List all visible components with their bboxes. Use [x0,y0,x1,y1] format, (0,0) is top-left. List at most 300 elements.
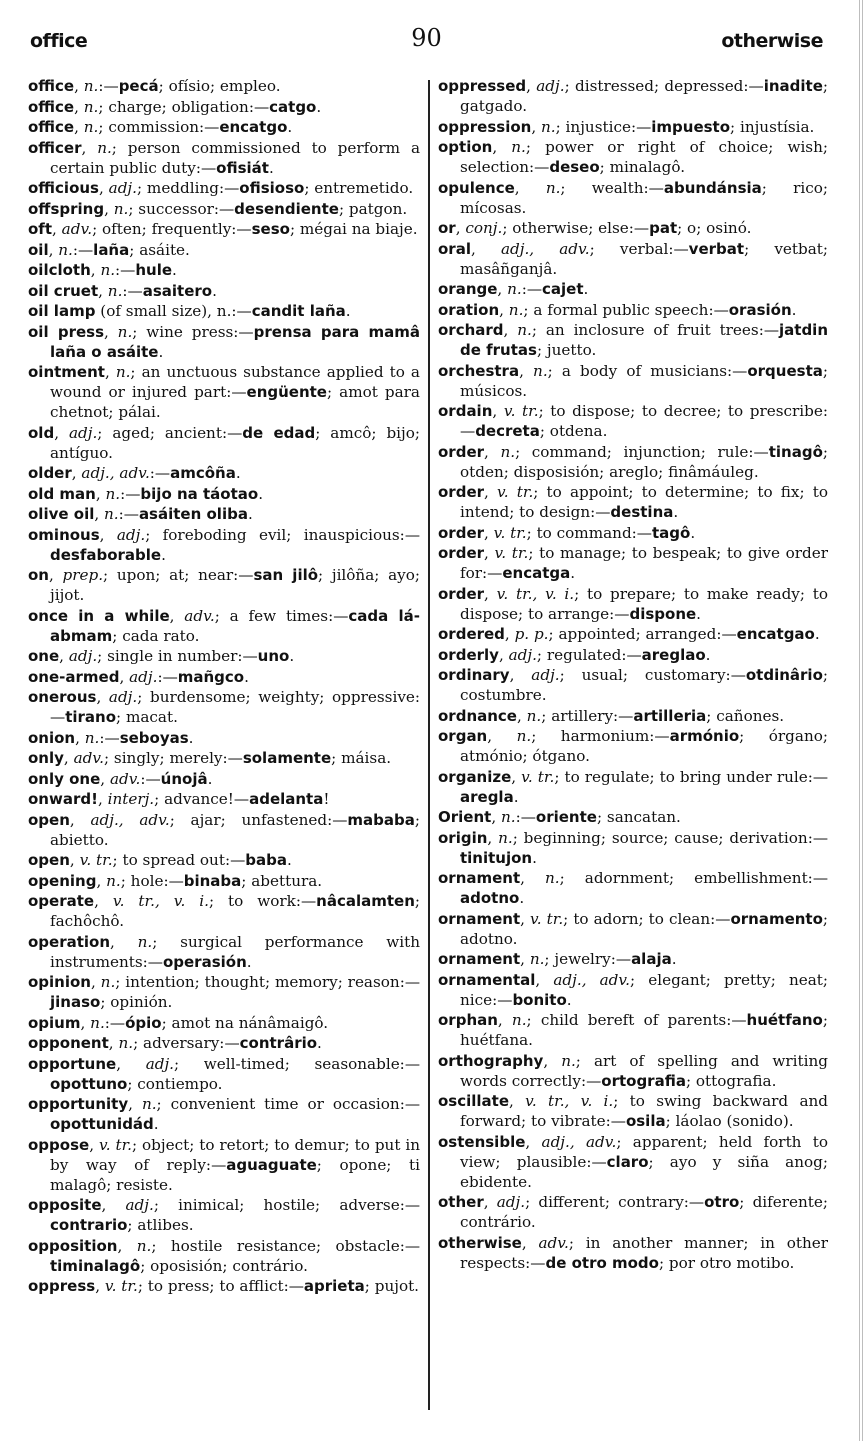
entry-translation: desfaborable [50,545,162,564]
dictionary-entry: opening, n.; hole:—binaba; abettura. [28,871,323,890]
entry-part-of-speech: adv. [73,749,104,767]
entry-translation: bijo na táotao [140,484,259,503]
entry-definition: wealth: [565,178,649,197]
entry-translation: pat [649,219,678,237]
entry-definition: command; injunction; rule: [520,442,754,461]
entry-translation: tirano [65,708,117,726]
entry-alternates: . [570,564,576,582]
entry-definition: to adorn; to clean: [568,909,716,928]
entry-headword: opponent [28,1034,109,1052]
entry-alternates: . [583,280,589,298]
entry-headword: oppose [28,1135,90,1154]
entry-headword: onerous [28,688,97,706]
entry-translation: ornamento [730,909,823,928]
entry-translation: cada lá-abmam [50,606,420,645]
entry-translation: baba [245,851,287,869]
entry-definition: meddling: [142,179,225,197]
entry-part-of-speech: adj. [531,666,560,684]
dictionary-entry: ostensible, adj., adv.; apparent; held forth to view; plausible:—claro; ayo y siña anog; ebidente. [438,1132,828,1191]
entry-headword: office [28,77,75,95]
entry-definition: harmonium: [536,727,655,745]
entry-headword: otherwise [438,1233,522,1252]
entry-definition: to prepare; to make ready; to dispose; to arrange: [460,584,828,623]
entry-part-of-speech: n. [545,869,560,887]
dictionary-entry: oppressed, adj.; distressed; depressed:—inadite; gatgado. [438,77,828,115]
entry-translation: contrârio [239,1034,318,1052]
dictionary-entry: opportunity, n.; convenient time or occasion:—opottunidád. [28,1095,420,1133]
entry-headword: or [438,219,456,237]
left-column [28,76,420,1419]
dictionary-entry: oscillate, v. tr., v. i.; to swing backward and forward; to vibrate:—osila; láolao (sonido). [438,1092,828,1130]
entry-part-of-speech: n. [113,199,129,218]
entry-part-of-speech: interj. [107,790,155,808]
entry-translation: seboyas [119,728,189,747]
entry-headword: old man [28,484,96,503]
entry-alternates: ; ofísio; empleo. [158,77,281,95]
entry-headword: one-armed [28,667,120,686]
entry-headword: opposite [28,1196,102,1214]
entry-headword: ordain [438,402,493,420]
entry-definition: to spread out: [117,851,231,869]
entry-alternates: ; abettura. [241,871,323,890]
dictionary-entry: oft, adv.; often; frequently:—seso; mégai na biaje. [28,220,418,238]
dictionary-entry: origin, n.; beginning; source; cause; derivation:—tinitujon. [438,828,828,867]
entry-alternates: ; adotno. [460,909,828,948]
dictionary-entry: ordain, v. tr.; to dispose; to decree; to prescribe:—decreta; otdena. [438,402,828,440]
entry-translation: únojâ [160,769,208,788]
entry-alternates: ; oposisión; contrário. [140,1256,308,1275]
entry-definition: advance! [159,790,234,808]
entry-part-of-speech: v. tr. [493,523,527,542]
entry-alternates: . [244,667,249,686]
entry-translation: abundánsia [663,178,762,197]
entry-headword: opportunity [28,1095,129,1113]
entry-alternates: . [207,769,213,788]
entry-part-of-speech: v. tr., v. i. [525,1092,614,1110]
entry-part-of-speech: adj. [145,1054,175,1073]
dictionary-entry: older, adj., adv.:—amcôña. [28,464,241,482]
entry-definition: to command: [531,523,637,542]
entry-alternates: ; diferente; contrário. [460,1193,828,1231]
dictionary-entry: officer, n.; person commissioned to perform a certain public duty:—ofisiát. [28,138,420,177]
entry-definition: intention; thought; memory; reason: [120,973,405,991]
dictionary-entry: operate, v. tr., v. i.; to work:—nâcalamten; fachôchô. [28,892,420,930]
entry-definition: aged; ancient: [102,423,228,442]
dictionary-entry: oil press, n.; wine press:—prensa para mamâ laña o asáite. [28,322,420,361]
entry-alternates: . [345,302,351,320]
entry-translation: mañgco [177,667,245,686]
entry-definition: object; to retort; to demur; to put in by way of reply: [50,1135,420,1174]
dictionary-entry: ominous, adj.; foreboding evil; inauspicious:—desfaborable. [28,525,420,564]
entry-definition: surgical performance with instruments: [50,932,420,971]
entry-part-of-speech: conj. [465,219,503,237]
dictionary-entry: oil lamp (of small size), n.:—candit laña. [28,302,351,320]
entry-headword: origin [438,828,488,847]
entry-alternates: . [814,625,820,643]
entry-definition: a few times: [219,606,334,625]
entry-definition: usual; customary: [564,666,731,684]
entry-translation: ópio [125,1013,162,1032]
entry-definition: elegant; pretty; neat; nice: [460,970,828,1009]
entry-headword: opportune [28,1054,117,1073]
dictionary-entry: orthography, n.; art of spelling and writing words correctly:—ortografia; ottografia. [438,1051,828,1090]
dictionary-entry: offspring, n.; successor:—desendiente; patgon. [28,199,408,218]
dictionary-entry: oppress, v. tr.; to press; to afflict:—aprieta; pujot. [28,1277,420,1295]
entry-translation: engüente [246,383,327,401]
entry-headword: oppress [28,1277,96,1295]
entry-headword: opinion [28,973,91,991]
entry-translation: inadite [763,77,823,95]
entry-translation: areglao [641,645,706,664]
dictionary-entry: ornament, n.; adornment; embellishment:—adotno. [438,869,828,907]
entry-part-of-speech: n. [516,727,532,745]
entry-alternates: ; injustísia. [730,117,815,136]
entry-headword: olive oil [28,505,95,523]
entry-translation: binaba [183,871,242,890]
entry-headword: order [438,584,485,603]
entry-alternates: ; abietto. [50,810,420,849]
entry-definition: often; frequently: [97,220,237,238]
entry-part-of-speech: n. [526,706,542,725]
entry-part-of-speech: n. [107,281,123,300]
entry-part-of-speech: v. tr. [79,851,113,869]
entry-definition: distressed; depressed: [569,77,749,95]
entry-headword: opening [28,871,97,890]
dictionary-entry: ordered, p. p.; appointed; arranged:—encatgao. [438,625,820,643]
entry-translation: tinitujon [460,848,533,867]
entry-headword: orange [438,280,498,298]
entry-headword: order [438,544,485,562]
entry-part-of-speech: adj., adv. [90,810,170,829]
entry-translation: aregla [460,787,514,806]
entry-part-of-speech: v. tr. [104,1277,138,1295]
entry-translation: adelanta [249,790,324,808]
dictionary-entry: oration, n.; a formal public speech:—orasión. [438,300,797,319]
entry-headword: onion [28,728,76,747]
entry-part-of-speech: adv. [109,769,141,788]
entry-alternates: . [317,1034,322,1052]
entry-definition: hostile resistance; obstacle: [156,1236,405,1255]
entry-part-of-speech: n. [561,1051,576,1070]
entry-alternates: . [519,889,525,907]
entry-part-of-speech: adj. [108,688,138,706]
entry-translation: nâcalamten [316,892,415,910]
entry-definition: to dispose; to decree; to prescribe: [543,402,828,420]
dictionary-entry: oppose, v. tr.; object; to retort; to demur; to put in by way of reply:—aguaguate; opone; ti malagô; resiste. [28,1135,420,1194]
entry-headword: order [438,523,485,542]
dictionary-entry: order, n.; command; injunction; rule:—tinagô; otden; disposisión; areglo; finâmáuleg. [438,442,828,481]
entry-translation: solamente [242,749,332,767]
entry-alternates: . [153,1115,159,1133]
dictionary-entry: only, adv.; singly; merely:—solamente; máisa. [28,749,392,767]
entry-alternates: . [246,952,252,971]
entry-alternates: . [247,505,253,523]
entry-alternates: ; sancatan. [596,808,681,826]
dictionary-entry: once in a while, adv.; a few times:—cada lá-abmam; cada rato. [28,606,420,645]
entry-translation: ofisioso [239,179,305,197]
entry-alternates: . [791,300,797,319]
entry-definition: commission: [103,118,205,136]
dictionary-entry: orange, n.:—cajet. [438,280,589,298]
entry-translation: de otro modo [545,1253,659,1272]
dictionary-entry: ordinary, adj.; usual; customary:—otdinârio; costumbre. [438,666,828,704]
entry-part-of-speech: n. [508,300,524,319]
entry-translation: encatgo [219,118,288,136]
dictionary-entry: oil, n.:—laña; asáite. [28,240,190,259]
entry-definition: beginning; source; cause; derivation: [517,828,813,847]
entry-definition: injustice: [560,117,637,136]
entry-translation: adotno [460,889,520,907]
entry-part-of-speech: prep. [62,566,104,584]
entry-definition: a formal public speech: [528,300,714,319]
header-right-guide-word: otherwise [721,30,823,52]
entry-translation: hule [135,261,173,279]
entry-alternates: ; jilôña; ayo; jijot. [50,566,420,604]
dictionary-entry: open, adj., adv.; ajar; unfastened:—mababa; abietto. [28,810,420,849]
entry-alternates: ; máisa. [331,749,392,767]
entry-part-of-speech: n. [500,808,516,826]
entry-part-of-speech: n. [83,118,99,136]
entry-headword: oft [28,220,53,238]
entry-definition: an inclosure of fruit trees: [536,321,764,339]
entry-headword: orthography [438,1051,544,1070]
entry-translation: seso [251,220,290,238]
entry-definition: inimical; hostile; adverse: [158,1196,405,1214]
entry-alternates: ; o; osinó. [677,219,752,237]
dictionary-entry: oral, adj., adv.; verbal:—verbat; vetbat; masâñganjâ. [438,239,828,278]
entry-translation: pecá [118,77,159,95]
dictionary-entry: Orient, n.:—oriente; sancatan. [438,808,681,826]
entry-translation: ortografia [601,1071,686,1090]
dictionary-entry: ornamental, adj., adv.; elegant; pretty; neat; nice:—bonito. [438,970,828,1009]
entry-part-of-speech: n. [545,178,561,197]
entry-definition: to regulate; to bring under rule: [559,767,813,786]
entry-part-of-speech: n. [83,97,99,116]
entry-headword: ornament [438,950,521,968]
entry-definition: well-timed; seasonable: [179,1054,405,1073]
dictionary-entry: orphan, n.; child bereft of parents:—huétfano; huétfana. [438,1011,828,1049]
entry-headword: onward! [28,790,98,808]
entry-alternates: . [532,848,537,867]
entry-alternates: . [289,647,295,665]
entry-headword: open [28,851,70,869]
entry-translation: timinalagô [50,1256,141,1275]
entry-translation: desendiente [234,199,339,218]
entry-alternates: . [696,604,701,623]
entry-definition: artillery: [546,706,619,725]
entry-translation: orasión [728,300,792,319]
entry-alternates: ; cañones. [706,706,785,725]
entry-part-of-speech: adj., adv. [81,464,150,482]
entry-alternates: . [513,787,519,806]
dictionary-entry: option, n.; power or right of choice; wish; selection:—deseo; minalagô. [438,138,828,176]
entry-headword: old [28,423,55,442]
dictionary-entry: orderly, adj.; regulated:—areglao. [438,645,711,664]
entry-translation: armónio [669,727,740,745]
entry-headword: organ [438,727,488,745]
entry-alternates: . [212,281,217,300]
entry-part-of-speech: n. [105,484,121,503]
entry-headword: ornamental [438,970,536,989]
entry-definition: power or right of choice; wish; selection: [460,138,828,176]
entry-alternates: ; fachôchô. [50,892,420,930]
dictionary-entry: open, v. tr.; to spread out:—baba. [28,851,292,869]
entry-headword: ointment [28,363,105,381]
column-divider [428,80,430,1410]
entry-translation: san jilô [253,566,319,584]
entry-headword: on [28,566,49,584]
entry-part-of-speech: adj. [536,77,565,95]
entry-part-of-speech: adj. [116,525,146,544]
dictionary-entry: opportune, adj.; well-timed; seasonable:—opottuno; contiempo. [28,1054,420,1093]
entry-headword: operation [28,932,111,951]
entry-alternates: ; contiempo. [127,1074,223,1093]
entry-definition: upon; at; near: [108,566,239,584]
entry-headword: orchestra [438,361,520,380]
entry-part-of-speech: n. [58,240,73,259]
entry-translation: asaitero [142,281,213,300]
entry-headword: only [28,749,64,767]
entry-definition: to appoint; to determine; to fix; to intend; to design: [460,483,828,521]
dictionary-entry: old man, n.:—bijo na táotao. [28,484,264,503]
entry-part-of-speech: v. tr. [503,402,539,420]
entry-definition: child bereft of parents: [531,1011,732,1029]
entry-translation: de edad [242,423,316,442]
entry-part-of-speech: n. [136,1236,152,1255]
dictionary-entry: onerous, adj.; burdensome; weighty; oppressive:—tirano; macat. [28,688,420,726]
entry-headword: orphan [438,1011,498,1029]
entry-definition: successor: [133,199,219,218]
entry-part-of-speech: adv. [538,1233,569,1252]
entry-part-of-speech: adj. [68,423,98,442]
entry-part-of-speech: adj. [496,1193,526,1211]
page-number: 90 [411,24,442,52]
entry-alternates: . [673,503,679,521]
dictionary-entry: office, n.; charge; obligation:—catgo. [28,97,322,116]
entry-headword: oscillate [438,1092,510,1110]
entry-alternates: . [161,545,166,564]
entry-definition: person commissioned to perform a certain public duty: [50,138,420,177]
entry-alternates: ; por otro motibo. [658,1253,795,1272]
header-left-guide-word: office [30,30,88,52]
entry-alternates: ; rico; mícosas. [460,178,828,217]
entry-headword: operate [28,892,95,910]
entry-headword: officer [28,138,82,157]
entry-alternates: ! [323,790,330,808]
entry-translation: aprieta [303,1277,365,1295]
entry-definition: (of small size), n.: [95,302,237,320]
entry-headword: ostensible [438,1132,526,1151]
entry-alternates: ; huétfana. [460,1011,828,1049]
entry-headword: open [28,810,70,829]
entry-part-of-speech: n. [141,1095,157,1113]
entry-headword: opposition [28,1236,118,1255]
entry-alternates: ; vetbat; masâñganjâ. [460,239,828,278]
entry-alternates: ; opone; ti malagô; resiste. [50,1155,420,1194]
entry-definition: regulated: [542,645,627,664]
entry-translation: ofisiát [216,158,269,177]
page-header [30,24,823,60]
entry-part-of-speech: adv. [184,606,215,625]
entry-definition: to press; to afflict: [142,1277,289,1295]
entry-part-of-speech: n. [517,321,532,339]
dictionary-entry: other, adj.; different; contrary:—otro; diferente; contrário. [438,1193,828,1231]
entry-part-of-speech: v. tr. [494,544,529,562]
entry-alternates: ; otden; disposisión; areglo; finâmáuleg. [460,442,828,481]
dictionary-entry: or, conj.; otherwise; else:—pat; o; osinó. [438,219,752,237]
dictionary-entry: order, v. tr.; to command:—tagô. [438,523,696,542]
entry-part-of-speech: n. [533,361,548,380]
entry-part-of-speech: n. [529,950,545,968]
entry-translation: asáiten oliba [138,505,248,523]
right-column [438,76,828,1419]
entry-translation: dispone [629,604,697,623]
entry-headword: option [438,138,493,156]
entry-part-of-speech: n. [104,505,119,523]
entry-alternates: . [235,464,241,482]
dictionary-entry: organize, v. tr.; to regulate; to bring under rule:—aregla. [438,767,828,806]
entry-part-of-speech: n. [500,442,516,461]
entry-translation: aguaguate [226,1155,317,1174]
entry-part-of-speech: n. [137,932,153,951]
entry-headword: oil lamp [28,302,96,320]
entry-definition: to manage; to bespeak; to give order for: [460,544,828,582]
entry-alternates: ; patgon. [338,199,408,218]
entry-translation: orquesta [747,361,823,380]
entry-alternates: ; cada rato. [112,626,200,645]
entry-translation: prensa para mamâ laña o asáite [50,322,420,361]
dictionary-entry: officious, adj.; meddling:—ofisioso; entremetido. [28,179,414,197]
entry-headword: opium [28,1013,81,1032]
dictionary-entry: orchestra, n.; a body of musicians:—orquesta; músicos. [438,361,828,400]
entry-translation: uno [257,647,290,665]
entry-alternates: ; asáite. [129,240,190,259]
entry-definition: convenient time or occasion: [161,1095,405,1113]
entry-alternates: . [158,342,164,361]
entry-alternates: . [172,261,177,279]
entry-headword: ordnance [438,706,517,725]
entry-headword: other [438,1193,484,1211]
entry-alternates: ; otdena. [539,422,608,440]
entry-definition: appointed; arranged: [553,625,722,643]
entry-headword: offspring [28,199,105,218]
entry-alternates: ; entremetido. [304,179,414,197]
entry-translation: otdinârio [745,666,823,684]
entry-translation: encatgao [736,625,815,643]
entry-translation: tagô [651,523,691,542]
entry-alternates: . [287,118,293,136]
entry-headword: ornament [438,869,521,887]
entry-definition: burdensome; weighty; oppressive: [142,688,420,706]
entry-part-of-speech: n. [511,138,526,156]
entry-alternates: ; amot na nánâmaigô. [161,1013,329,1032]
entry-part-of-speech: n. [511,1011,527,1029]
entry-translation: bonito [512,990,567,1009]
entry-alternates: ; amot para chetnot; pálai. [50,383,420,421]
entry-alternates: ; órgano; atmónio; ótgano. [460,727,828,765]
dictionary-entry: opinion, n.; intention; thought; memory; reason:—jinaso; opinión. [28,973,420,1011]
entry-headword: one [28,647,60,665]
entry-headword: Orient [438,808,492,826]
entry-translation: oriente [535,808,597,826]
entry-part-of-speech: n. [100,973,116,991]
entry-headword: office [28,118,75,136]
entry-headword: order [438,442,485,461]
entry-part-of-speech: adj., adv. [541,1132,617,1151]
entry-translation: tinagô [768,442,823,461]
entry-part-of-speech: adj., adv. [553,970,631,989]
entry-translation: encatga [502,564,571,582]
